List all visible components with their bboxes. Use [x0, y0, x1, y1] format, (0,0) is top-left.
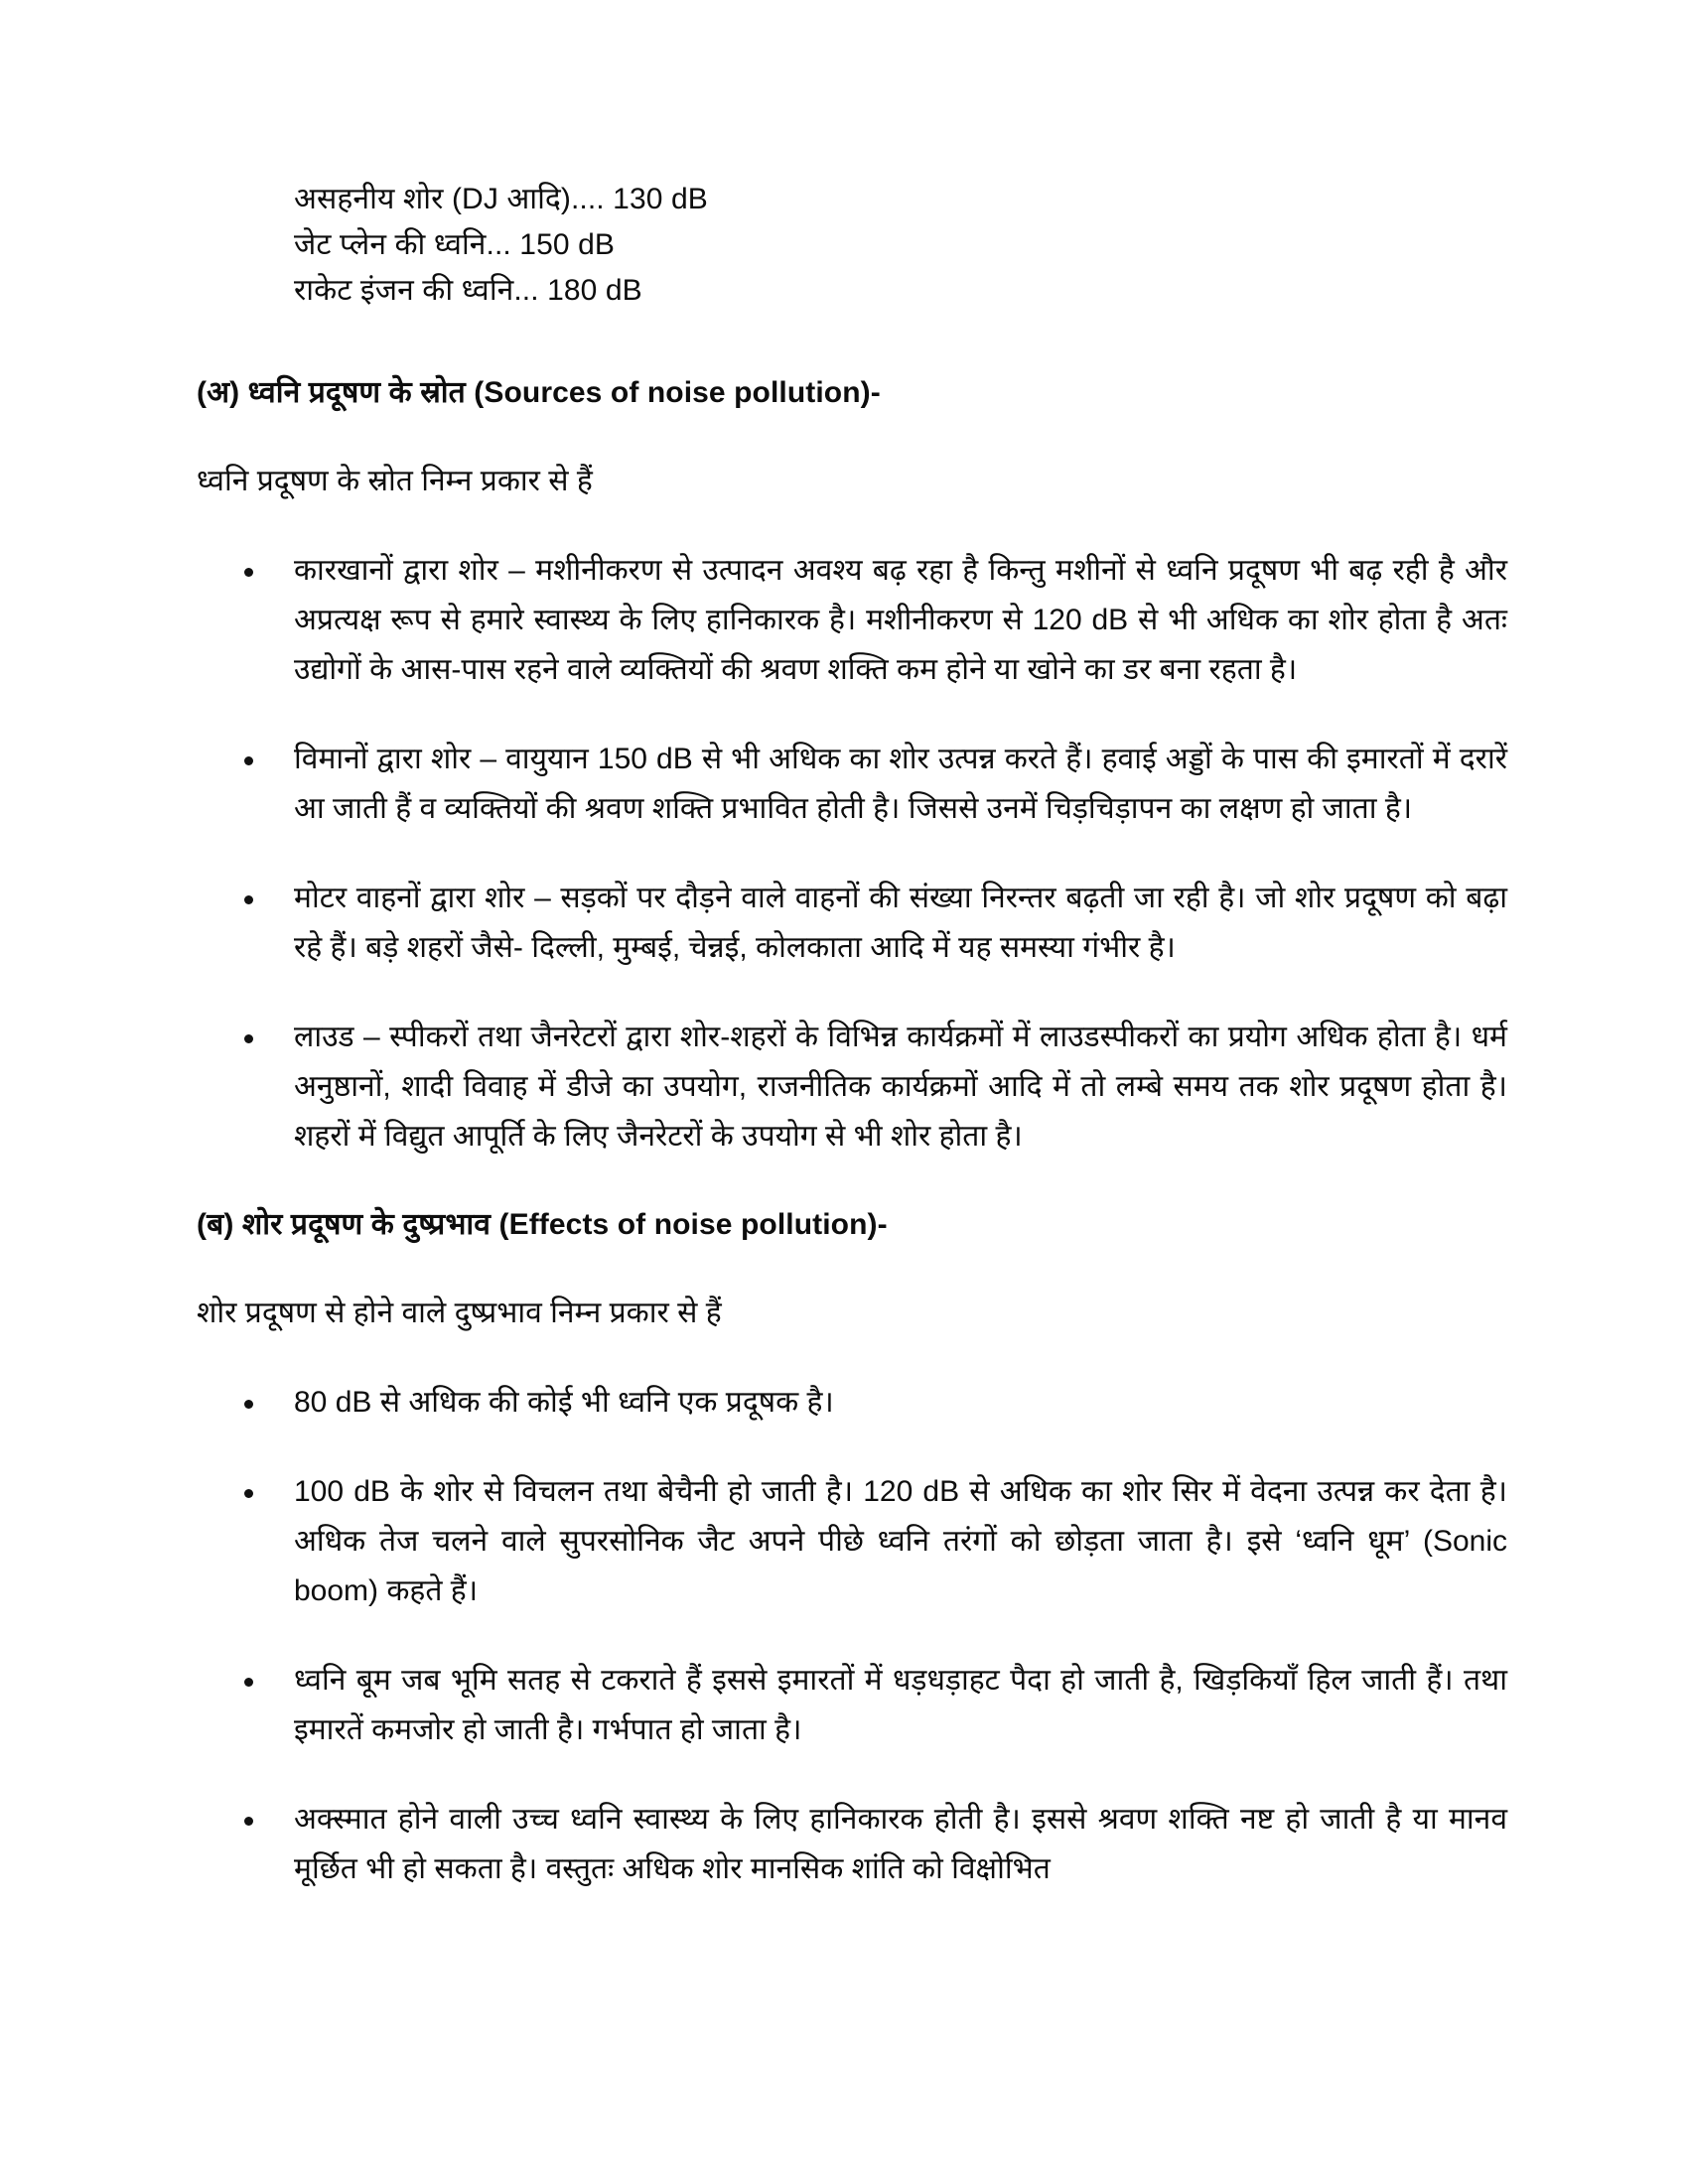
noise-level-list [197, 177, 1507, 314]
list-item [197, 1467, 1507, 1616]
list-item [197, 735, 1507, 834]
intro-sources: ध्वनि प्रदूषण के स्रोत निम्न प्रकार से हैं [197, 465, 593, 497]
page-content [197, 177, 1507, 1936]
list-item-text: 80 dB से अधिक की कोई भी ध्वनि एक प्रदूषक है। [294, 1386, 834, 1419]
list-item-text: अक्स्मात होने वाली उच्च ध्वनि स्वास्थ्य के लिए हानिकारक होती है। इससे श्रवण शक्ति नष्ट हो जाती है या मानव मूर्छित भी हो सकता है। वस्तुतः अधिक शोर मानसिक शांति को विक्षोभित [294, 1803, 1507, 1885]
list-item [197, 1378, 1507, 1428]
effects-bullet-list [197, 1378, 1507, 1894]
noise-level-line: जेट प्लेन की ध्वनि... 150 dB [294, 228, 615, 261]
list-item-text: लाउड – स्पीकरों तथा जैनरेटरों द्वारा शोर-शहरों के विभिन्न कार्यक्रमों में लाउडस्पीकरों का प्रयोग अधिक होता है। धर्म अनुष्ठानों, शादी विवाह में डीजे का उपयोग, राजनीतिक कार्यक्रमों आदि में तो लम्बे समय तक शोर प्रदूषण होता है। शहरों में विद्युत आपूर्ति के लिए जैनरेटरों के उपयोग से भी शोर होता है। [294, 1021, 1507, 1153]
list-item-text: ध्वनि बूम जब भूमि सतह से टकराते हैं इससे इमारतों में धड़धड़ाहट पैदा हो जाती है, खिड़कियाँ हिल जाती हैं। तथा इमारतें कमजोर हो जाती है। गर्भपात हो जाता है। [294, 1664, 1507, 1746]
list-item [197, 1795, 1507, 1894]
list-item-text: कारखानों द्वारा शोर – मशीनीकरण से उत्पादन अवश्य बढ़ रहा है किन्तु मशीनों से ध्वनि प्रदूषण भी बढ़ रही है और अप्रत्यक्ष रूप से हमारे स्वास्थ्य के लिए हानिकारक है। मशीनीकरण से 120 dB से भी अधिक का शोर होता है अतः उद्योगों के आस-पास रहने वाले व्यक्तियों की श्रवण शक्ति कम होने या खोने का डर बना रहता है। [294, 554, 1507, 686]
list-item [197, 1013, 1507, 1161]
list-item [197, 1656, 1507, 1755]
list-item-text: मोटर वाहनों द्वारा शोर – सड़कों पर दौड़ने वाले वाहनों की संख्या निरन्तर बढ़ती जा रही है। जो शोर प्रदूषण को बढ़ा रहे हैं। बड़े शहरों जैसे- दिल्ली, मुम्बई, चेन्नई, कोलकाता आदि में यह समस्या गंभीर है। [294, 882, 1507, 964]
list-item-text: 100 dB के शोर से विचलन तथा बेचैनी हो जाती है। 120 dB से अधिक का शोर सिर में वेदना उत्पन्न कर देता है। अधिक तेज चलने वाले सुपरसोनिक जैट अपने पीछे ध्वनि तरंगों को छोड़ता जाता है। इसे ‘ध्वनि धूम’ (Sonic boom) कहते हैं। [294, 1475, 1507, 1607]
list-item [197, 874, 1507, 973]
intro-effects: शोर प्रदूषण से होने वाले दुष्प्रभाव निम्न प्रकार से हैं [197, 1297, 722, 1329]
list-item [197, 546, 1507, 695]
noise-level-line: असहनीय शोर (DJ आदि).... 130 dB [294, 183, 708, 215]
sources-bullet-list [197, 546, 1507, 1161]
heading-effects-of-noise-pollution: (ब) शोर प्रदूषण के दुष्प्रभाव (Effects of noise pollution)- [197, 1208, 888, 1241]
heading-sources-of-noise-pollution: (अ) ध्वनि प्रदूषण के स्रोत (Sources of noise pollution)- [197, 376, 881, 409]
list-item-text: विमानों द्वारा शोर – वायुयान 150 dB से भी अधिक का शोर उत्पन्न करते हैं। हवाई अड्डों के पास की इमारतों में दरारें आ जाती हैं व व्यक्तियों की श्रवण शक्ति प्रभावित होती है। जिससे उनमें चिड़चिड़ापन का लक्षण हो जाता है। [294, 743, 1507, 825]
noise-level-line: राकेट इंजन की ध्वनि... 180 dB [294, 274, 642, 307]
